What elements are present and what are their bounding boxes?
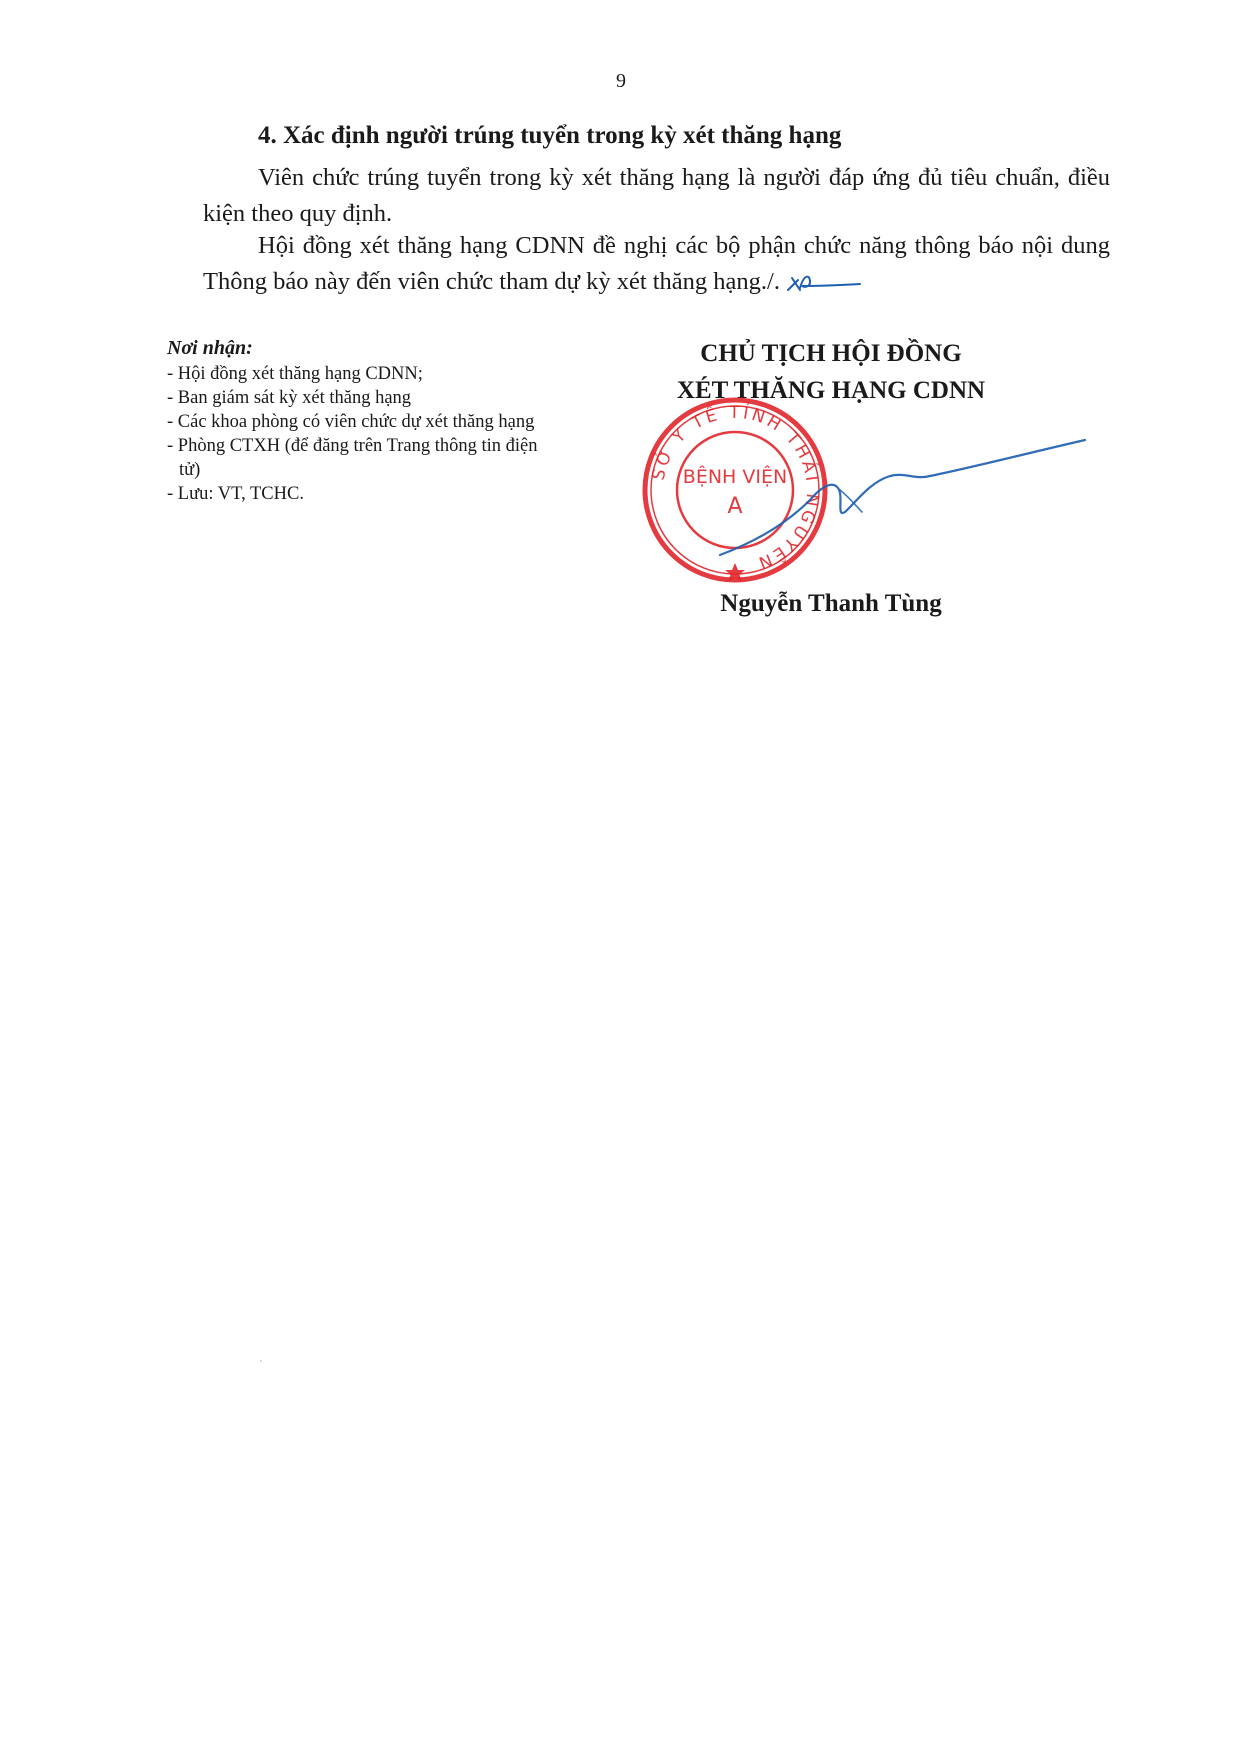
recipient-item: - Ban giám sát kỳ xét thăng hạng — [167, 386, 547, 410]
signer-title-line1: CHỦ TỊCH HỘI ĐỒNG — [700, 340, 962, 367]
signer-name: Nguyễn Thanh Tùng — [720, 590, 942, 617]
seal-ring-text: SỞ Y TẾ TỈNH THÁI NGUYÊN — [648, 402, 823, 574]
recipients-title: Nơi nhận: — [167, 337, 253, 359]
paragraph-1-text: Viên chức trúng tuyển trong kỳ xét thăng hạng là người đáp ứng đủ tiêu chuẩn, điều kiện theo quy định. — [203, 164, 1110, 227]
section-heading: 4. Xác định người trúng tuyển trong kỳ xét thăng hạng — [258, 122, 842, 149]
paragraph-1 — [203, 160, 1110, 232]
scan-speck — [260, 1360, 262, 1362]
seal-center-line2: A — [727, 494, 743, 519]
paragraph-2 — [203, 228, 1110, 300]
recipient-item: - Lưu: VT, TCHC. — [167, 482, 547, 506]
signer-title-line2: XÉT THĂNG HẠNG CDNN — [676, 377, 986, 404]
paragraph-2-wrapper — [203, 228, 1110, 300]
page-number: 9 — [616, 70, 626, 92]
recipient-item: - Các khoa phòng có viên chức dự xét thăng hạng — [167, 410, 547, 434]
recipients-block — [167, 336, 547, 506]
initials-mark-icon — [784, 268, 864, 298]
paragraph-2-text: Hội đồng xét thăng hạng CDNN đề nghị các bộ phận chức năng thông báo nội dung Thông báo này đến viên chức tham dự kỳ xét thăng hạng./. — [203, 232, 1110, 295]
seal-center-line1: BỆNH VIỆN — [682, 466, 788, 488]
recipient-item: - Hội đồng xét thăng hạng CDNN; — [167, 362, 547, 386]
handwritten-signature-icon — [700, 430, 1090, 570]
recipients-list — [167, 362, 547, 506]
recipient-item: - Phòng CTXH (để đăng trên Trang thông tin điện tử) — [167, 434, 547, 482]
